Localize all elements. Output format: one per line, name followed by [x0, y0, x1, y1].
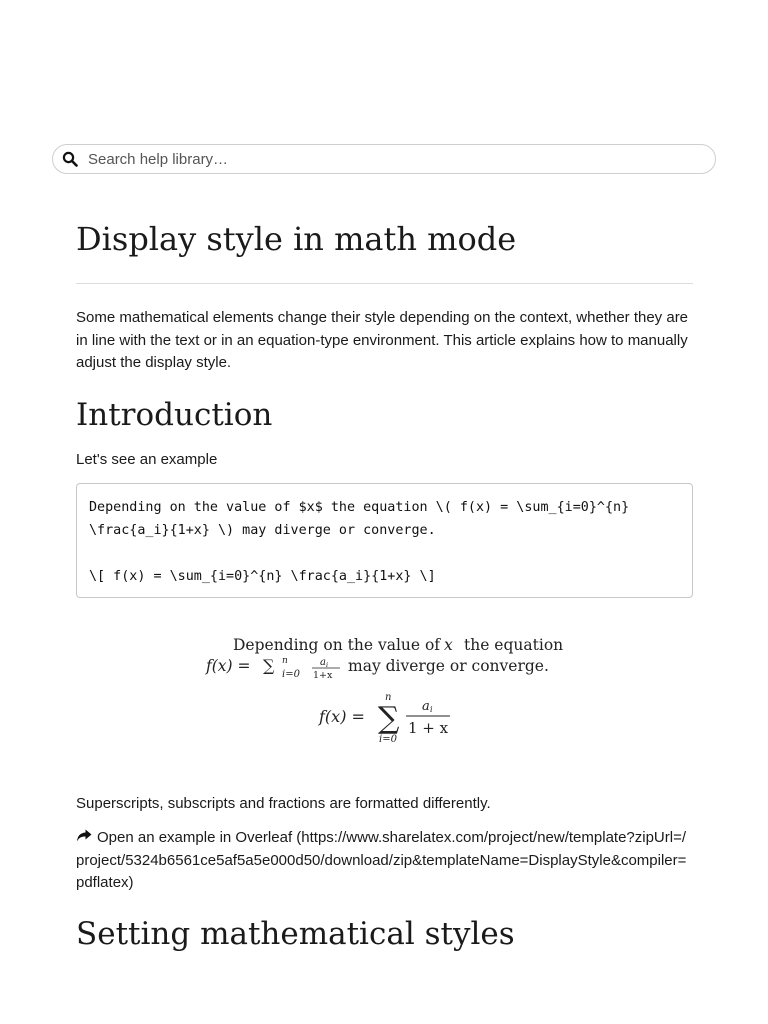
display-sub-i0: i=0	[379, 734, 397, 745]
section-heading-setting: Setting mathematical styles	[76, 916, 515, 952]
rendered-line1-text: Depending on the value of	[233, 636, 441, 654]
code-line	[89, 542, 680, 565]
search-icon	[62, 151, 78, 167]
inline-frac-num-sub: i	[326, 661, 329, 669]
example-lead-text: Let's see an example	[76, 451, 218, 468]
display-frac-den: 1 + x	[408, 719, 449, 737]
display-frac-num-sub: i	[430, 705, 433, 714]
rendered-output	[76, 630, 693, 750]
inline-sup-n: n	[282, 656, 288, 666]
display-frac-num: a	[422, 699, 430, 714]
search-input[interactable]	[86, 145, 715, 173]
inline-lhs: f(x) =	[206, 657, 251, 675]
section-heading-introduction: Introduction	[76, 397, 273, 433]
display-sum-symbol: ∑	[378, 701, 400, 736]
overleaf-link-text[interactable]: Open an example in Overleaf (https://www.sharelatex.com/project/new/template?zipUrl=/project/5324b6561ce5af5a5e000d50/download/zip&templateName=DisplayStyle&compiler=pdflatex)	[76, 829, 687, 891]
share-icon	[76, 828, 92, 842]
code-line: Depending on the value of $x$ the equation \( f(x) = \sum_{i=0}^{n}	[89, 500, 630, 515]
inline-frac-den: 1+x	[313, 670, 333, 681]
display-sup-n: n	[385, 692, 392, 703]
rendered-line2-end: may diverge or converge.	[348, 657, 549, 675]
inline-frac-num: a	[320, 657, 326, 668]
overleaf-link[interactable]	[76, 827, 693, 895]
formatted-note: Superscripts, subscripts and fractions are formatted differently.	[76, 795, 491, 812]
code-line: \frac{a_i}{1+x} \) may diverge or converge.	[89, 523, 436, 538]
search-bar[interactable]	[52, 144, 716, 174]
rendered-line1-var: x	[444, 636, 453, 654]
rendered-line1-end: the equation	[464, 636, 564, 654]
title-divider	[76, 283, 693, 284]
intro-paragraph: Some mathematical elements change their style depending on the context, whether they are in line with the text or in an equation-type environment. This article explains how to manually adjust the display style.	[76, 309, 689, 371]
inline-sum-symbol: ∑	[263, 656, 275, 675]
page-title: Display style in math mode	[76, 220, 517, 258]
code-line: \[ f(x) = \sum_{i=0}^{n} \frac{a_i}{1+x} \]	[89, 569, 436, 584]
code-block[interactable]	[76, 483, 693, 598]
display-lhs: f(x) =	[319, 707, 365, 726]
inline-sub-i0: i=0	[282, 669, 300, 680]
